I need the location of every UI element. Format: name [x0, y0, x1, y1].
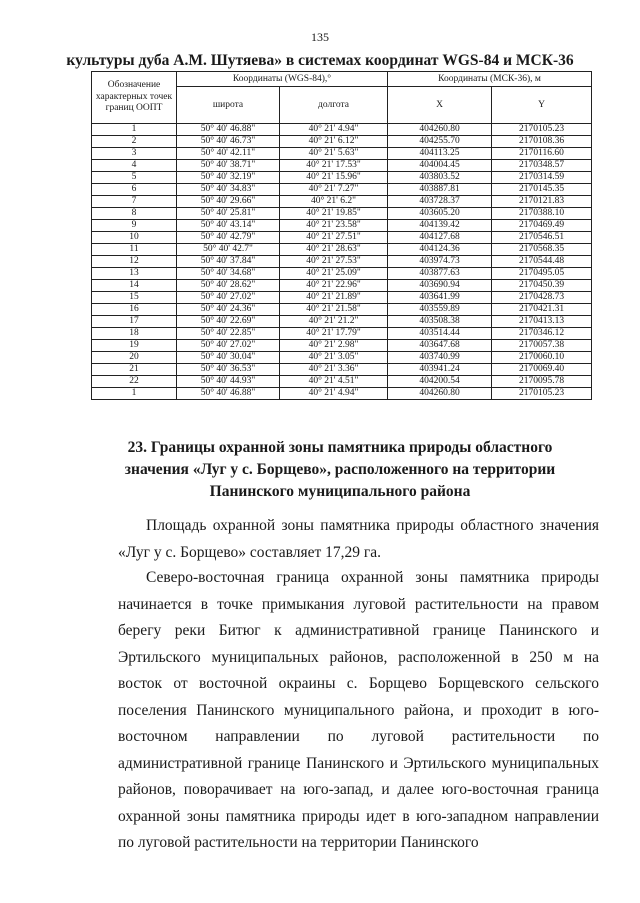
- longitude-cell: 40° 21' 15.96": [280, 172, 388, 184]
- table-row: [92, 340, 592, 352]
- longitude-cell: 40° 21' 27.53": [280, 256, 388, 268]
- latitude-cell: 50° 40' 46.73": [177, 136, 280, 148]
- longitude-cell: 40° 21' 6.12": [280, 136, 388, 148]
- point-number: 16: [92, 304, 177, 316]
- y-cell: 2170421.31: [492, 304, 592, 316]
- longitude-cell: 40° 21' 4.94": [280, 388, 388, 400]
- coordinates-table-body: [92, 124, 592, 400]
- longitude-cell: 40° 21' 21.58": [280, 304, 388, 316]
- longitude-cell: 40° 21' 28.63": [280, 244, 388, 256]
- table-row: [92, 184, 592, 196]
- section-heading-line-3: Панинского муниципального района: [209, 483, 471, 500]
- point-number: 12: [92, 256, 177, 268]
- y-cell: 2170108.36: [492, 136, 592, 148]
- x-cell: 403647.68: [388, 340, 492, 352]
- table-caption: культуры дуба А.М. Шутяева» в системах координат WGS-84 и МСК-36: [66, 52, 574, 69]
- point-number: 6: [92, 184, 177, 196]
- longitude-cell: 40° 21' 3.05": [280, 352, 388, 364]
- x-cell: 404139.42: [388, 220, 492, 232]
- y-cell: 2170105.23: [492, 124, 592, 136]
- longitude-cell: 40° 21' 27.51": [280, 232, 388, 244]
- table-row: [92, 292, 592, 304]
- latitude-cell: 50° 40' 30.04": [177, 352, 280, 364]
- x-cell: 403877.63: [388, 268, 492, 280]
- point-number: 15: [92, 292, 177, 304]
- table-row: [92, 136, 592, 148]
- latitude-cell: 50° 40' 46.88": [177, 388, 280, 400]
- latitude-cell: 50° 40' 22.69": [177, 316, 280, 328]
- longitude-cell: 40° 21' 2.98": [280, 340, 388, 352]
- longitude-cell: 40° 21' 4.51": [280, 376, 388, 388]
- table-row: [92, 220, 592, 232]
- point-number: 1: [92, 388, 177, 400]
- table-row: [92, 376, 592, 388]
- table-row: [92, 148, 592, 160]
- latitude-cell: 50° 40' 42.79": [177, 232, 280, 244]
- y-cell: 2170057.38: [492, 340, 592, 352]
- longitude-cell: 40° 21' 23.58": [280, 220, 388, 232]
- latitude-cell: 50° 40' 42.11": [177, 148, 280, 160]
- paragraph-area: Площадь охранной зоны памятника природы областного значения «Луг у с. Борщево» составляет 17,29 га.: [118, 517, 599, 561]
- latitude-cell: 50° 40' 28.62": [177, 280, 280, 292]
- latitude-cell: 50° 40' 37.84": [177, 256, 280, 268]
- x-cell: 403508.38: [388, 316, 492, 328]
- point-number: 2: [92, 136, 177, 148]
- table-row: [92, 352, 592, 364]
- point-number: 10: [92, 232, 177, 244]
- longitude-cell: 40° 21' 7.27": [280, 184, 388, 196]
- section-heading-line-1: 23. Границы охранной зоны памятника природы областного: [127, 439, 553, 456]
- longitude-cell: 40° 21' 22.96": [280, 280, 388, 292]
- section-heading: [60, 437, 620, 503]
- longitude-cell: 40° 21' 19.85": [280, 208, 388, 220]
- latitude-cell: 50° 40' 29.66": [177, 196, 280, 208]
- y-cell: 2170546.51: [492, 232, 592, 244]
- latitude-cell: 50° 40' 44.93": [177, 376, 280, 388]
- table-row: [92, 172, 592, 184]
- point-number: 20: [92, 352, 177, 364]
- header-point-designation: Обозначение характерных точек границ ООПТ: [92, 72, 177, 124]
- latitude-cell: 50° 40' 34.83": [177, 184, 280, 196]
- table-row: [92, 196, 592, 208]
- table-row: [92, 304, 592, 316]
- header-msk36: Координаты (МСК-36), м: [388, 72, 592, 87]
- y-cell: 2170495.05: [492, 268, 592, 280]
- section-heading-line-2: значения «Луг у с. Борщево», расположенного на территории: [124, 461, 556, 478]
- header-latitude: широта: [177, 87, 280, 124]
- x-cell: 403974.73: [388, 256, 492, 268]
- y-cell: 2170348.57: [492, 160, 592, 172]
- longitude-cell: 40° 21' 21.89": [280, 292, 388, 304]
- coordinates-table: [91, 71, 592, 400]
- point-number: 19: [92, 340, 177, 352]
- x-cell: 404127.68: [388, 232, 492, 244]
- x-cell: 404004.45: [388, 160, 492, 172]
- table-row: [92, 160, 592, 172]
- header-wgs84: Координаты (WGS-84),°: [177, 72, 388, 87]
- table-row: [92, 244, 592, 256]
- longitude-cell: 40° 21' 25.09": [280, 268, 388, 280]
- point-number: 17: [92, 316, 177, 328]
- latitude-cell: 50° 40' 27.02": [177, 292, 280, 304]
- table-row: [92, 124, 592, 136]
- header-longitude: долгота: [280, 87, 388, 124]
- latitude-cell: 50° 40' 36.53": [177, 364, 280, 376]
- point-number: 18: [92, 328, 177, 340]
- point-number: 11: [92, 244, 177, 256]
- x-cell: 403641.99: [388, 292, 492, 304]
- x-cell: 404124.36: [388, 244, 492, 256]
- table-row: [92, 328, 592, 340]
- paragraph-boundary: Северо-восточная граница охранной зоны памятника природы начинается в точке примыкания луговой растительности на правом берегу реки Битюг к административной границе Панинского и Эртильского муниципальных районов, расположенной в 250 м на восток от восточной окраины с. Борщево Борщевского сельского поселения Панинского муниципального района, и проходит в юго-восточном направлении по луговой растительности по административной границе Панинского и Эртильского муниципальных районов, поворачивает на юго-запад, и далее юго-восточная граница охранной зоны памятника природы идет в юго-западном направлении по луговой растительности на территории Панинского: [118, 569, 599, 851]
- longitude-cell: 40° 21' 17.53": [280, 160, 388, 172]
- x-cell: 404200.54: [388, 376, 492, 388]
- point-number: 8: [92, 208, 177, 220]
- y-cell: 2170346.12: [492, 328, 592, 340]
- table-row: [92, 280, 592, 292]
- latitude-cell: 50° 40' 24.36": [177, 304, 280, 316]
- y-cell: 2170413.13: [492, 316, 592, 328]
- longitude-cell: 40° 21' 21.2": [280, 316, 388, 328]
- x-cell: 403941.24: [388, 364, 492, 376]
- page-number: 135: [311, 30, 329, 44]
- y-cell: 2170568.35: [492, 244, 592, 256]
- point-number: 5: [92, 172, 177, 184]
- longitude-cell: 40° 21' 17.79": [280, 328, 388, 340]
- x-cell: 404260.80: [388, 124, 492, 136]
- longitude-cell: 40° 21' 3.36": [280, 364, 388, 376]
- point-number: 13: [92, 268, 177, 280]
- y-cell: 2170060.10: [492, 352, 592, 364]
- point-number: 1: [92, 124, 177, 136]
- latitude-cell: 50° 40' 43.14": [177, 220, 280, 232]
- x-cell: 404260.80: [388, 388, 492, 400]
- x-cell: 403514.44: [388, 328, 492, 340]
- point-number: 7: [92, 196, 177, 208]
- x-cell: 403803.52: [388, 172, 492, 184]
- table-row: [92, 256, 592, 268]
- x-cell: 404255.70: [388, 136, 492, 148]
- table-row: [92, 388, 592, 400]
- y-cell: 2170095.78: [492, 376, 592, 388]
- x-cell: 403690.94: [388, 280, 492, 292]
- y-cell: 2170544.48: [492, 256, 592, 268]
- x-cell: 403559.89: [388, 304, 492, 316]
- longitude-cell: 40° 21' 6.2": [280, 196, 388, 208]
- y-cell: 2170388.10: [492, 208, 592, 220]
- y-cell: 2170121.83: [492, 196, 592, 208]
- y-cell: 2170116.60: [492, 148, 592, 160]
- table-row: [92, 316, 592, 328]
- longitude-cell: 40° 21' 4.94": [280, 124, 388, 136]
- latitude-cell: 50° 40' 34.68": [177, 268, 280, 280]
- y-cell: 2170145.35: [492, 184, 592, 196]
- y-cell: 2170069.40: [492, 364, 592, 376]
- latitude-cell: 50° 40' 46.88": [177, 124, 280, 136]
- y-cell: 2170428.73: [492, 292, 592, 304]
- point-number: 14: [92, 280, 177, 292]
- latitude-cell: 50° 40' 32.19": [177, 172, 280, 184]
- table-row: [92, 268, 592, 280]
- x-cell: 403887.81: [388, 184, 492, 196]
- longitude-cell: 40° 21' 5.63": [280, 148, 388, 160]
- x-cell: 404113.25: [388, 148, 492, 160]
- point-number: 9: [92, 220, 177, 232]
- latitude-cell: 50° 40' 42.7": [177, 244, 280, 256]
- point-number: 22: [92, 376, 177, 388]
- latitude-cell: 50° 40' 22.85": [177, 328, 280, 340]
- y-cell: 2170469.49: [492, 220, 592, 232]
- y-cell: 2170450.39: [492, 280, 592, 292]
- y-cell: 2170314.59: [492, 172, 592, 184]
- point-number: 21: [92, 364, 177, 376]
- header-x: X: [388, 87, 492, 124]
- table-row: [92, 364, 592, 376]
- x-cell: 403605.20: [388, 208, 492, 220]
- x-cell: 403740.99: [388, 352, 492, 364]
- latitude-cell: 50° 40' 38.71": [177, 160, 280, 172]
- x-cell: 403728.37: [388, 196, 492, 208]
- latitude-cell: 50° 40' 25.81": [177, 208, 280, 220]
- table-row: [92, 208, 592, 220]
- table-row: [92, 232, 592, 244]
- latitude-cell: 50° 40' 27.02": [177, 340, 280, 352]
- header-y: Y: [492, 87, 592, 124]
- point-number: 3: [92, 148, 177, 160]
- y-cell: 2170105.23: [492, 388, 592, 400]
- point-number: 4: [92, 160, 177, 172]
